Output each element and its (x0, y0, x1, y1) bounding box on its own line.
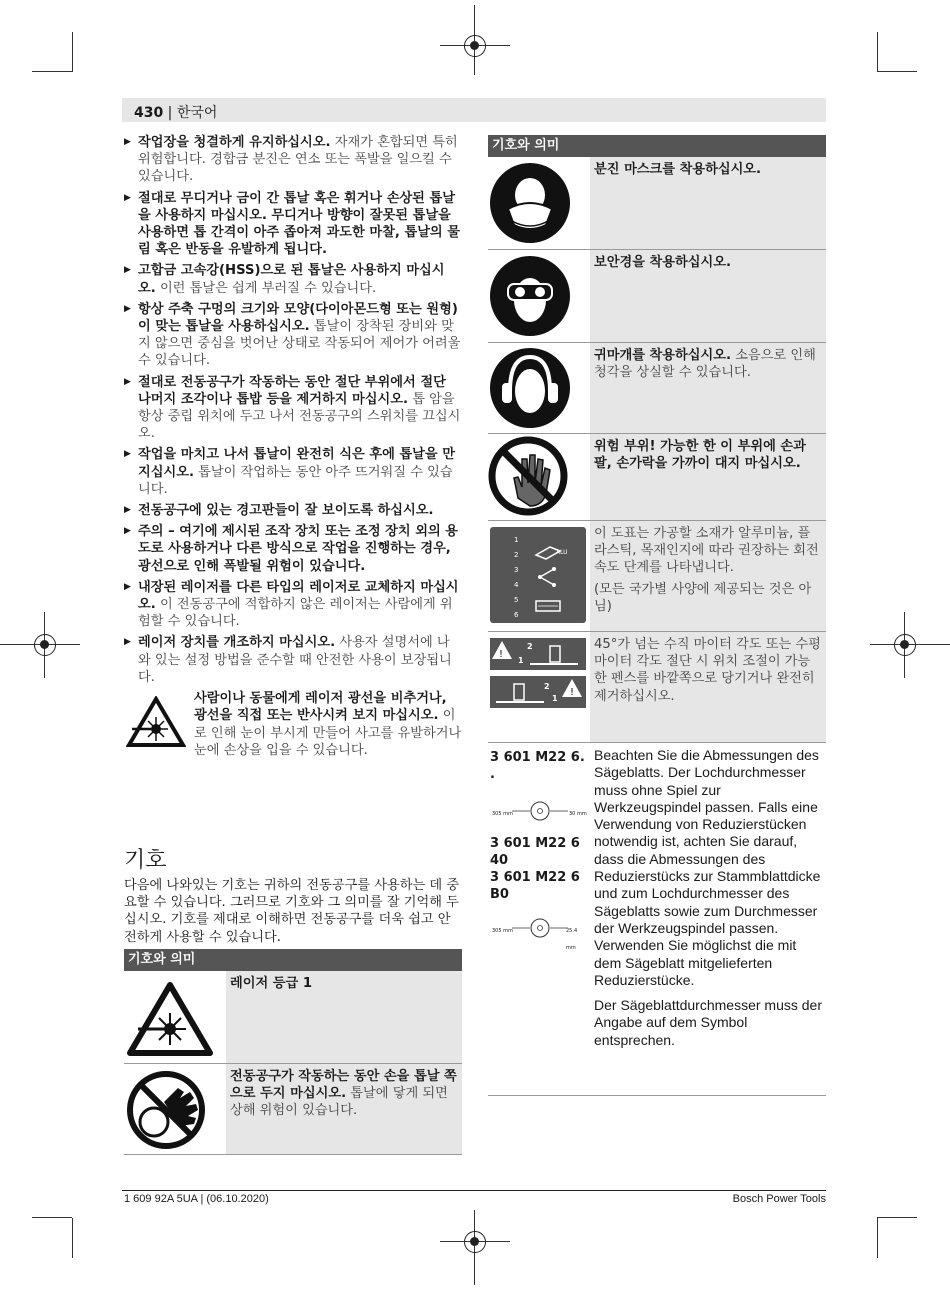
symbol-meaning-bold: 보안경을 착용하십시오. (594, 255, 731, 270)
table-text (590, 632, 826, 742)
table-text (226, 971, 462, 1063)
table-row (488, 632, 826, 743)
bullet-bold-text: 작업장을 청결하게 유지하십시오. (138, 135, 331, 150)
blade-dimensions-icon (488, 743, 588, 1095)
table-text (590, 250, 826, 342)
table-text (590, 743, 826, 1095)
bullet-text: 사용자 설명서에 나와 있는 설정 방법을 준수할 때 안전한 사용이 보장됩니다. (138, 635, 452, 685)
table-row (488, 521, 826, 632)
danger-hand-icon (488, 434, 588, 520)
list-item (124, 374, 462, 443)
bullet-bold-text: 레이저 장치를 개조하지 마십시오. (138, 635, 336, 651)
crop-mark (877, 1218, 878, 1258)
list-item (124, 579, 462, 631)
table-text (590, 521, 826, 631)
crop-mark (72, 1218, 73, 1258)
crop-mark (877, 32, 878, 72)
safety-bullet-list (124, 134, 462, 686)
page-number: 430 (134, 105, 164, 121)
speed-table-panel (490, 527, 586, 623)
svg-text:!: ! (569, 687, 575, 698)
fence-panel-bottom (490, 676, 586, 708)
bullet-bold-text: 절대로 무디거나 금이 간 톱날 혹은 휘거나 손상된 톱날을 사용하지 마십시오. 무디거나 방향이 잘못된 톱날을 사용하면 톱 간격이 아주 좁아져 과도한 마찰, 톱날의 물림 혹은 반동을 유발하게 됩니다. (138, 190, 460, 258)
list-item (124, 634, 462, 686)
list-item (124, 190, 462, 259)
laser-warning-text (194, 690, 462, 759)
table-text (226, 1064, 462, 1154)
crop-mark (72, 32, 73, 72)
bullet-bold-text: 항상 주축 구멍의 크기와 모양(다이아몬드형 또는 원형)이 맞는 톱날을 사용하십시오. (138, 301, 458, 335)
speed-table-icon (488, 521, 588, 631)
speed-label: 1 (514, 536, 519, 544)
safety-goggles-icon (488, 250, 588, 342)
table-header: 기호와 의미 (124, 949, 462, 971)
no-hands-icon (124, 1064, 224, 1154)
blade-diagram (490, 916, 588, 951)
left-symbol-table (124, 949, 462, 1155)
table-row (488, 250, 826, 343)
material-icons (534, 537, 564, 621)
symbol-meaning-desc: 톱날에 닿게 되면 상해 위험이 있습니다. (230, 1086, 448, 1119)
symbol-meaning-desc: 소음으로 인해 청각을 상실할 수 있습니다. (594, 348, 816, 381)
footer-doc-id: 1 609 92A 5UA | (06.10.2020) (124, 1193, 269, 1205)
bullet-text: 톱날이 작업하는 동안 아주 뜨거워질 수 있습니다. (138, 464, 453, 497)
blade-code: 3 601 M22 6 40 (490, 836, 580, 868)
table-header: 기호와 의미 (488, 135, 826, 157)
symbol-meaning-bold: 귀마개를 착용하십시오. (594, 348, 731, 363)
laser-warning-desc: 이로 인해 눈이 부시게 만들어 사고를 유발하거나 눈에 손상을 입을 수 있습니다. (194, 708, 462, 758)
bullet-bold-text: 주의 – 여기에 제시된 조작 장치 또는 조정 장치 외의 용도로 사용하거나 다른 방식으로 작업을 진행하는 경우, 광선으로 인해 폭발될 위험이 있습니다. (138, 524, 459, 574)
symbol-meaning-desc: 45°가 넘는 수직 마이터 각도 또는 수평 마이터 각도 절단 시 위치 조절이 가능한 펜스를 바깥쪽으로 당기거나 완전히 제거하십시오. (594, 637, 821, 704)
list-item (124, 502, 462, 519)
laser-warning-icon (126, 696, 186, 748)
fence-panel-top (490, 638, 586, 670)
crop-mark (877, 71, 917, 72)
table-row (488, 743, 826, 1096)
blade-diagram (490, 799, 588, 823)
left-column (124, 134, 462, 782)
blade-code: 3 601 M22 6 B0 (490, 870, 580, 902)
speed-label: 2 (514, 551, 519, 559)
bullet-text: 이 전동공구에 적합하지 않은 레이저는 사람에게 위험할 수 있습니다. (138, 597, 453, 630)
blade-instructions: Beachten Sie die Abmessungen des Sägeblatts. Der Lochdurchmesser muss ohne Spiel zur Werkzeugspindel passen. Falls eine Verwendung von Reduzierstücken notwendig ist, achten Sie darauf, dass die Abmessungen des Reduzierstücks zur Stammblattdicke und zum Lochdurchmesser des Sägeblatts sowie zum Durchmesser der Werkzeugspindel passen. Verwenden Sie möglichst die mit dem Sägeblatt mitgelieferten Reduzierstücke. (594, 747, 821, 988)
bullet-bold-text: 절대로 전동공구가 작동하는 동안 절단 부위에서 절단 나머지 조각이나 톱밥 등을 제거하지 마십시오. (138, 374, 446, 407)
bullet-bold-text: 고합금 고속강(HSS)으로 된 톱날은 사용하지 마십시오. (138, 263, 445, 296)
laser-warning-block (124, 690, 462, 782)
list-item (124, 523, 462, 575)
registration-mark-icon (464, 35, 486, 57)
bullet-text: 이런 톱날은 쉽게 부러질 수 있습니다. (155, 280, 377, 296)
crop-mark (877, 1217, 917, 1218)
bullet-bold-text: 전동공구에 있는 경고판들이 잘 보이도록 하십시오. (138, 503, 434, 519)
bore-diameter: 30 mm (569, 811, 587, 817)
fence-icon (488, 632, 588, 742)
page-header-bar (122, 98, 826, 122)
step-number: 2 (527, 642, 533, 651)
blade-diameter-note: Der Sägeblattdurchmesser muss der Angabe auf dem Symbol entsprechen. (594, 997, 822, 1048)
bullet-text: 자재가 혼합되면 특히 위험합니다. 경합금 분진은 연소 또는 폭발을 일으킬 수 있습니다. (138, 135, 458, 185)
speed-label: 6 (514, 611, 519, 619)
step-number: 1 (518, 656, 524, 665)
table-text (590, 343, 826, 433)
alu-label: ALU (556, 549, 568, 556)
dust-mask-icon (488, 157, 588, 249)
right-symbol-table (488, 135, 826, 1096)
table-row (488, 434, 826, 521)
bullet-text: 톱날이 장착된 장비와 맞지 않으면 중심을 벗어난 상태로 작동되어 제어가 어려울 수 있습니다. (138, 319, 461, 369)
symbol-meaning-note: (모든 국가별 사양에 제공되는 것은 아님) (594, 581, 812, 614)
bore-diameter: 25.4 mm (566, 928, 578, 951)
registration-mark-icon (894, 634, 916, 656)
bullet-bold-text: 작업을 마치고 나서 톱날이 완전히 식은 후에 톱날을 만지십시오. (138, 447, 455, 480)
symbol-meaning-desc: 이 도표는 가공할 소재가 알루미늄, 플라스틱, 목재인지에 따라 권장하는 회전속도 단계를 나타냅니다. (594, 526, 819, 576)
step-number: 1 (552, 694, 558, 703)
svg-text:!: ! (498, 649, 504, 660)
crop-mark (32, 1217, 72, 1218)
laser-class-icon (124, 971, 224, 1063)
speed-label: 4 (514, 581, 519, 589)
footer-brand: Bosch Power Tools (732, 1193, 826, 1205)
registration-mark-icon (464, 1231, 486, 1253)
blade-diameter: 305 mm (492, 811, 513, 817)
ear-protection-icon (488, 343, 588, 433)
footer-divider (122, 1190, 826, 1191)
registration-mark-icon (34, 634, 56, 656)
laser-warning-bold: 사람이나 동물에게 레이저 광선을 비추거나, 광선을 직접 또는 반사시켜 보지 마십시오. (194, 691, 447, 724)
symbol-meaning-bold: 분진 마스크를 착용하십시오. (594, 162, 762, 177)
blade-code: 3 601 M22 6. . (490, 750, 585, 782)
symbol-meaning-bold: 레이저 등급 1 (230, 976, 313, 991)
symbol-meaning-bold: 전동공구가 작동하는 동안 손을 톱날 쪽으로 두지 마십시오. (230, 1069, 457, 1102)
speed-label: 5 (514, 596, 519, 604)
speed-label: 3 (514, 566, 519, 574)
table-text (590, 157, 826, 249)
symbol-meaning-bold: 위험 부위! 가능한 한 이 부위에 손과 팔, 손가락을 가까이 대지 마십시오. (594, 439, 806, 472)
table-row (124, 1064, 462, 1155)
section-intro: 다음에 나와있는 기호는 귀하의 전동공구를 사용하는 데 중요할 수 있습니다. 그러므로 기호와 그 의미를 잘 기억해 두십시오. 기호를 제대로 이해하면 전동공구를 더욱 쉽고 안전하게 사용할 수 있습니다. (124, 878, 460, 945)
table-row (124, 971, 462, 1064)
crop-mark (32, 71, 72, 72)
list-item (124, 262, 462, 296)
table-text (590, 434, 826, 520)
list-item (124, 446, 462, 498)
list-item (124, 301, 462, 370)
table-row (488, 343, 826, 434)
list-item (124, 134, 462, 186)
step-number: 2 (544, 682, 550, 691)
table-row (488, 157, 826, 250)
section-title: 기호 (124, 848, 167, 873)
header-separator: | (163, 105, 177, 121)
page-language: 한국어 (176, 105, 218, 121)
bullet-bold-text: 내장된 레이저를 다른 타입의 레이저로 교체하지 마십시오. (138, 579, 459, 613)
blade-diameter: 305 mm (492, 928, 513, 934)
bullet-text: 톱 암을 항상 중립 위치에 두고 나서 전동공구의 스위치를 끄십시오. (138, 391, 461, 442)
page-header (134, 102, 217, 122)
